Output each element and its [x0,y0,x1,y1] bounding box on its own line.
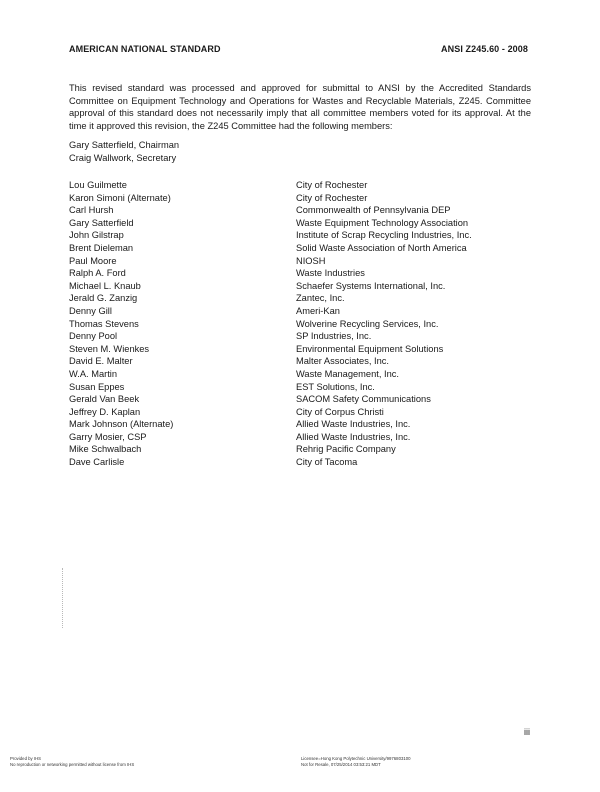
member-row [69,406,531,419]
member-row [69,343,531,356]
member-row [69,204,531,217]
member-name: Dave Carlisle [69,457,125,468]
member-name: Gary Satterfield [69,217,134,228]
committee-members-list [69,179,531,469]
member-organization: Zantec, Inc. [296,293,345,304]
member-organization: Environmental Equipment Solutions [296,343,444,354]
member-name: Karon Simoni (Alternate) [69,192,171,203]
footer-license-notice: No reproduction or networking permitted without license from IHS [10,762,135,767]
member-name: Susan Eppes [69,381,125,392]
member-name: Jerald G. Zanzig [69,293,138,304]
member-organization: City of Rochester [296,192,368,203]
member-name: Ralph A. Ford [69,268,126,279]
member-name: John Gilstrap [69,230,124,241]
member-organization: Solid Waste Association of North America [296,242,467,253]
member-organization: Waste Equipment Technology Association [296,217,469,228]
page-header [69,44,528,54]
member-organization: Wolverine Recycling Services, Inc. [296,318,439,329]
member-name: W.A. Martin [69,368,118,379]
member-organization: EST Solutions, Inc. [296,381,375,392]
member-name: Denny Gill [69,305,112,316]
member-organization: Schaefer Systems International, Inc. [296,280,446,291]
member-row [69,192,531,205]
header-standard-number: ANSI Z245.60 - 2008 [441,44,528,54]
member-row [69,443,531,456]
member-organization: City of Corpus Christi [296,406,384,417]
member-name: Garry Mosier, CSP [69,431,147,442]
member-organization: Rehrig Pacific Company [296,444,396,455]
page-number: iii [524,727,530,737]
member-row [69,229,531,242]
scan-edge-mark [62,568,64,628]
member-row [69,267,531,280]
member-organization: NIOSH [296,255,326,266]
member-name: Mark Johnson (Alternate) [69,419,174,430]
member-organization: SP Industries, Inc. [296,331,372,342]
member-organization: City of Tacoma [296,457,358,468]
member-row [69,381,531,394]
member-organization: Allied Waste Industries, Inc. [296,431,411,442]
footer-resale-line: Not for Resale, 07/25/2014 03:53:21 MDT [301,762,381,767]
member-organization: Allied Waste Industries, Inc. [296,419,411,430]
header-standard-type: AMERICAN NATIONAL STANDARD [69,44,221,54]
member-name: Gerald Van Beek [69,394,140,405]
member-name: Lou Guilmette [69,180,127,190]
member-name: Michael L. Knaub [69,280,141,291]
footer-licensee [301,756,411,768]
member-name: Paul Moore [69,255,117,266]
member-organization: Commonwealth of Pennsylvania DEP [296,205,451,216]
member-row [69,368,531,381]
committee-officers [69,139,179,164]
member-name: Jeffrey D. Kaplan [69,406,141,417]
member-row [69,305,531,318]
member-row [69,355,531,368]
member-row [69,280,531,293]
intro-paragraph: This revised standard was processed and approved for submittal to ANSI by the Accredited Standards Committee on Equipment Technology and Operations for Wastes and Recyclable Materials, Z245. Committee approval of this standard does not necessarily imply that all committee members voted for its approval. At the time it approved this revision, the Z245 Committee had the following members: [69,83,531,131]
member-name: Mike Schwalbach [69,444,142,455]
footer-provider-line: Provided by IHS [10,756,42,761]
secretary-line: Craig Wallwork, Secretary [69,152,177,163]
member-organization: SACOM Safety Communications [296,394,431,405]
member-name: David E. Malter [69,356,133,367]
member-name: Thomas Stevens [69,318,139,329]
member-row [69,393,531,406]
footer-licensee-line: Licensee=Hong Kong Polytechnic University/9976803100 [301,756,411,761]
member-name: Denny Pool [69,331,118,342]
member-name: Carl Hursh [69,205,114,216]
member-row [69,418,531,431]
member-organization: Institute of Scrap Recycling Industries, Inc. [296,230,472,241]
member-row [69,179,531,192]
member-row [69,318,531,331]
member-organization: Malter Associates, Inc. [296,356,390,367]
member-row [69,456,531,469]
member-name: Brent Dieleman [69,242,134,253]
member-row [69,217,531,230]
member-name: Steven M. Wienkes [69,343,150,354]
member-row [69,431,531,444]
member-row [69,242,531,255]
footer-provider [10,756,134,768]
member-organization: Waste Management, Inc. [296,368,400,379]
member-organization: City of Rochester [296,180,368,190]
member-row [69,330,531,343]
chairman-line: Gary Satterfield, Chairman [69,140,180,150]
member-row [69,292,531,305]
member-organization: Ameri-Kan [296,305,340,316]
member-organization: Waste Industries [296,268,365,279]
member-row [69,255,531,268]
